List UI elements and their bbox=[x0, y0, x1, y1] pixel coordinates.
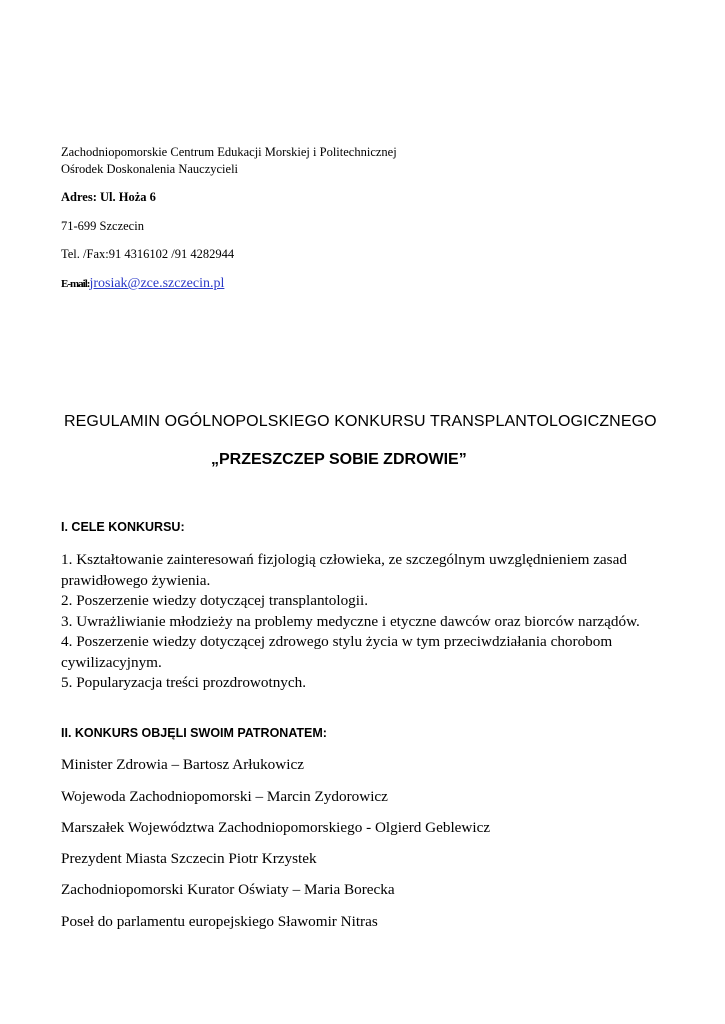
email-label: E-mail: bbox=[61, 278, 90, 290]
email-link[interactable]: jrosiak@zce.szczecin.pl bbox=[89, 276, 225, 291]
patron-item: Minister Zdrowia – Bartosz Arłukowicz bbox=[61, 756, 304, 773]
section2-heading: II. KONKURS OBJĘLI SWOIM PATRONATEM: bbox=[61, 726, 327, 740]
org-name-line1: Zachodniopomorskie Centrum Edukacji Morskiej i Politechnicznej bbox=[61, 145, 397, 159]
address-line: Adres: Ul. Hoża 6 bbox=[61, 190, 156, 204]
section1-line: prawidłowego żywienia. bbox=[61, 571, 211, 589]
patron-item: Wojewoda Zachodniopomorski – Marcin Zydorowicz bbox=[61, 788, 388, 805]
phone-fax-line: Tel. /Fax:91 4316102 /91 4282944 bbox=[61, 247, 235, 261]
section1-line: 2. Poszerzenie wiedzy dotyczącej transplantologii. bbox=[61, 592, 369, 609]
section1-line: 4. Poszerzenie wiedzy dotyczącej zdrowego stylu życia w tym przeciwdziałania chorobom bbox=[61, 633, 613, 650]
section1-heading: I. CELE KONKURSU: bbox=[61, 520, 185, 534]
document-subtitle: „PRZESZCZEP SOBIE ZDROWIE” bbox=[211, 451, 467, 468]
section1-line: 3. Uwrażliwianie młodzieży na problemy medyczne i etyczne dawców oraz biorców narządów. bbox=[61, 612, 640, 630]
email-row bbox=[61, 274, 224, 292]
patron-item: Marszałek Województwa Zachodniopomorskiego - Olgierd Geblewicz bbox=[61, 819, 491, 836]
section1-line: 1. Kształtowanie zainteresowań fizjologią człowieka, ze szczególnym uwzględnieniem zasad bbox=[61, 551, 627, 568]
document-title: REGULAMIN OGÓLNOPOLSKIEGO KONKURSU TRANSPLANTOLOGICZNEGO bbox=[64, 413, 657, 430]
patron-item: Zachodniopomorski Kurator Oświaty – Maria Borecka bbox=[61, 881, 395, 898]
patron-item: Poseł do parlamentu europejskiego Sławomir Nitras bbox=[61, 913, 378, 930]
section1-line: 5. Popularyzacja treści prozdrowotnych. bbox=[61, 674, 307, 691]
postcode-city-line: 71-699 Szczecin bbox=[61, 219, 144, 233]
org-name-line2: Ośrodek Doskonalenia Nauczycieli bbox=[61, 162, 239, 176]
patron-item: Prezydent Miasta Szczecin Piotr Krzystek bbox=[61, 850, 317, 867]
section1-line: cywilizacyjnym. bbox=[61, 653, 162, 671]
